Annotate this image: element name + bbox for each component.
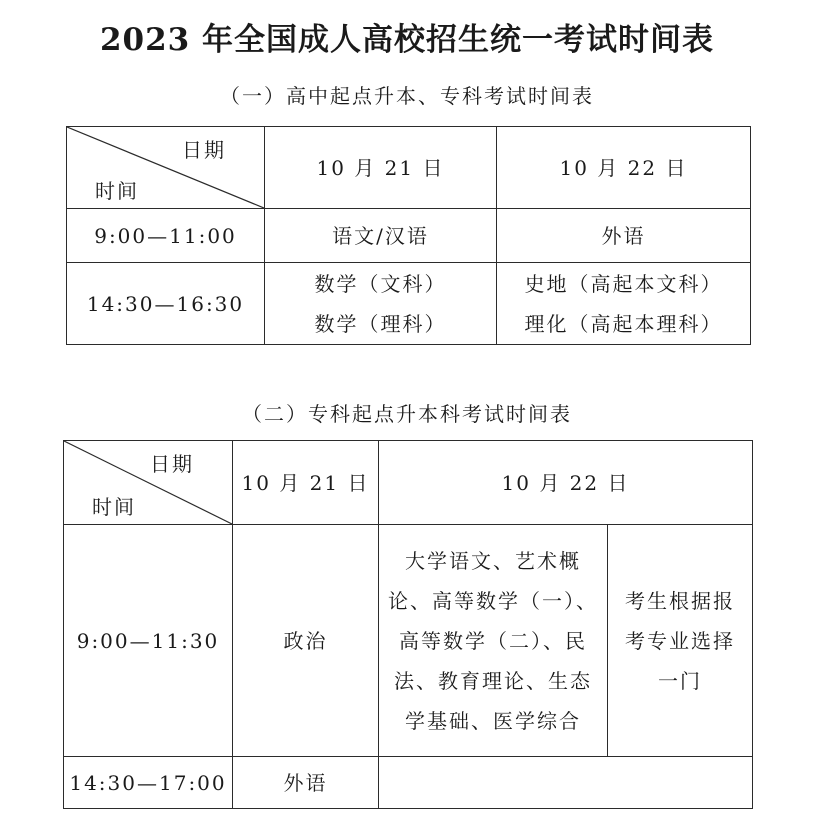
time-cell: 9:00—11:00 (67, 209, 265, 263)
exam-subject: 语文/汉语 (332, 223, 429, 248)
exam-note-cell (608, 525, 753, 757)
empty-cell (379, 757, 753, 809)
date-header-day1: 10 月 21 日 (265, 127, 497, 209)
exam-note-line: 一门 (658, 668, 702, 693)
time-cell: 14:30—17:00 (64, 757, 233, 809)
time-header-label: 时间 (95, 179, 139, 203)
date-header-label: 日期 (150, 452, 194, 476)
exam-subject-line: 法、教育理论、生态 (394, 668, 592, 693)
exam-subject-line: 大学语文、艺术概 (405, 548, 581, 573)
exam-cell (265, 209, 497, 263)
section1-subtitle: （一）高中起点升本、专科考试时间表 (220, 84, 594, 108)
date-header-day2: 10 月 22 日 (379, 441, 753, 525)
exam-subjects-list (379, 525, 608, 757)
diagonal-line (64, 441, 232, 524)
exam-cell: 政治 (233, 525, 379, 757)
time-cell: 14:30—16:30 (67, 263, 265, 345)
schedule-table-2 (63, 440, 753, 809)
exam-subject-line: 论、高等数学（一）、 (388, 588, 598, 613)
page-title: 2023 年全国成人高校招生统一考试时间表 (99, 22, 715, 58)
date-header-label: 日期 (182, 138, 226, 162)
exam-subject-line: 高等数学（二）、民 (399, 628, 587, 653)
time-cell: 9:00—11:30 (64, 525, 233, 757)
exam-cell (497, 209, 751, 263)
exam-subject-line: 学基础、医学综合 (405, 708, 581, 733)
exam-cell (497, 263, 751, 345)
date-header-day1: 10 月 21 日 (233, 441, 379, 525)
schedule-table-1 (66, 126, 751, 345)
exam-note-line: 考生根据报 (625, 588, 735, 613)
date-header-day2: 10 月 22 日 (497, 127, 751, 209)
header-diagonal-cell (67, 127, 265, 209)
exam-note-line: 考专业选择 (625, 628, 735, 653)
section2-subtitle: （二）专科起点升本科考试时间表 (242, 402, 572, 426)
exam-subject: 理化（高起本理科） (524, 311, 723, 336)
time-header-label: 时间 (92, 495, 136, 519)
exam-subject: 外语 (601, 223, 646, 248)
header-diagonal-cell (64, 441, 233, 525)
exam-cell (265, 263, 497, 345)
exam-subject: 数学（理科） (314, 311, 447, 336)
exam-cell: 外语 (233, 757, 379, 809)
exam-subject: 史地（高起本文科） (524, 271, 723, 296)
exam-subject: 数学（文科） (314, 271, 447, 296)
